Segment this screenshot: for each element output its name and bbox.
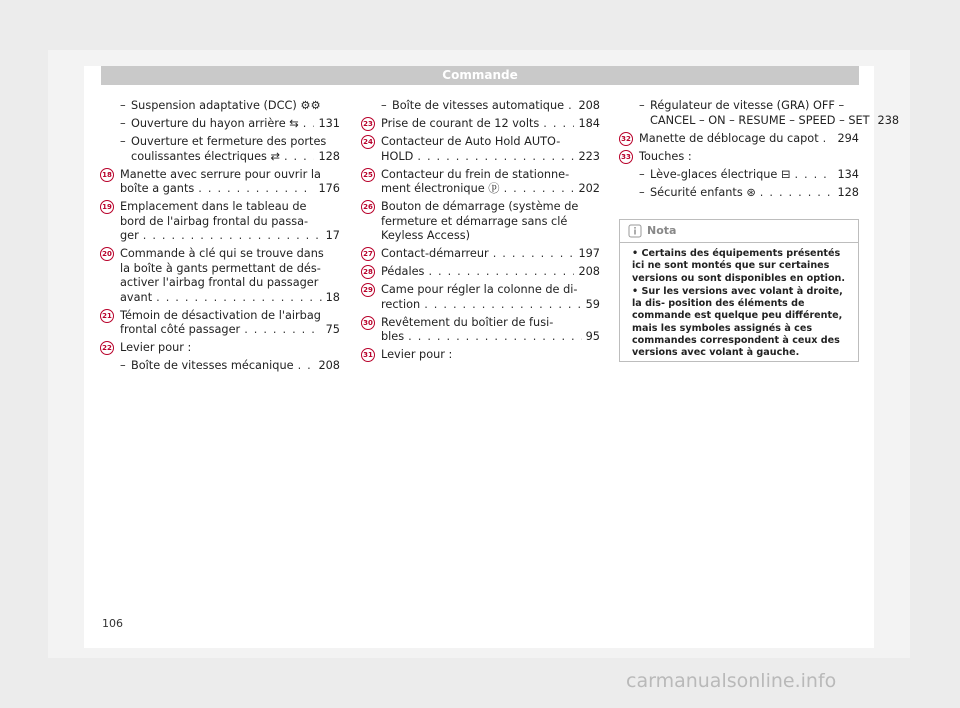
info-icon: [628, 224, 642, 238]
entry-text-line: – Boîte de vitesses mécanique: [131, 359, 294, 372]
watermark: carmanualsonline.info: [626, 670, 837, 692]
index-subentry: [381, 99, 600, 114]
index-entry-29: [363, 283, 600, 312]
note-box: [619, 219, 859, 362]
callout-number-badge: 27: [361, 247, 375, 261]
entry-text-line: – Ouverture du hayon arrière ⇆: [131, 117, 299, 130]
index-entry-30: [363, 315, 600, 345]
entry-text-line: rection: [381, 297, 421, 311]
leader-dots: [428, 265, 574, 280]
entry-text-line: Manette de déblocage du capot: [639, 131, 819, 145]
entry-text-line: – Boîte de vitesses automatique: [392, 99, 565, 112]
page-reference[interactable]: 184: [578, 117, 600, 130]
leader-dots: [244, 323, 321, 338]
entry-text-line: fermeture et démarrage sans clé: [381, 214, 568, 228]
entry-text-line: bord de l'airbag frontal du passa-: [120, 214, 309, 228]
leader-dots: [794, 168, 833, 183]
entry-text-line: boîte a gants: [120, 182, 195, 195]
index-subentry: [639, 168, 859, 183]
callout-number-badge: 22: [100, 341, 114, 355]
column-2: [363, 99, 600, 366]
entry-text-line: Touches :: [639, 149, 692, 163]
leader-dots: [417, 150, 574, 165]
page-reference[interactable]: 197: [578, 247, 600, 260]
page-reference[interactable]: 17: [325, 229, 340, 242]
index-entry-25: [363, 167, 600, 197]
callout-number-badge: 23: [361, 117, 375, 131]
callout-number-badge: 31: [361, 348, 375, 362]
index-entry-22: [102, 341, 340, 356]
page-reference[interactable]: 128: [318, 149, 340, 163]
entry-text-line: avant: [120, 290, 153, 304]
index-entry-21: [102, 308, 340, 338]
leader-dots: [493, 247, 575, 262]
callout-number-badge: 29: [361, 283, 375, 297]
callout-number-badge: 19: [100, 200, 114, 214]
page-reference[interactable]: 18: [325, 290, 340, 304]
entry-text-line: activer l'airbag frontal du passager: [120, 276, 319, 289]
leader-dots: [424, 298, 581, 313]
page-reference[interactable]: 202: [578, 182, 600, 195]
entry-text-line: Emplacement dans le tableau de: [120, 200, 307, 213]
note-title: Nota: [647, 224, 677, 237]
index-entry-23: [363, 117, 600, 132]
leader-dots: [284, 150, 314, 165]
callout-number-badge: 21: [100, 309, 114, 323]
page-reference[interactable]: 134: [837, 167, 859, 181]
entry-text-line: coulissantes électriques ⇄: [131, 149, 280, 163]
index-entry-19: [102, 200, 340, 244]
leader-dots: [156, 291, 322, 306]
leader-dots: [823, 132, 834, 147]
page-reference[interactable]: 208: [578, 265, 600, 278]
page-reference[interactable]: 75: [325, 323, 340, 336]
index-subentry: [120, 135, 340, 164]
entry-text-line: Bouton de démarrage (système de: [381, 200, 579, 213]
index-entry-20: [102, 247, 340, 305]
page-reference[interactable]: 223: [578, 149, 600, 163]
index-subentry: [639, 99, 900, 128]
note-item: • Certains des équipements présentés ici ne sont montés que sur certaines versions ou sont disponibles en option.: [632, 248, 846, 284]
entry-text-line: – Sécurité enfants ⊛: [650, 185, 756, 199]
entry-text-line: – Lève-glaces électrique ⊟: [650, 167, 791, 181]
entry-text-line: frontal côté passager: [120, 323, 241, 336]
leader-dots: [303, 117, 315, 132]
index-entry-28: [363, 265, 600, 280]
page-reference[interactable]: 128: [837, 185, 859, 199]
leader-dots: [298, 359, 315, 374]
leader-dots: [504, 182, 575, 197]
page-reference[interactable]: 294: [837, 131, 859, 145]
leader-dots: [198, 182, 314, 197]
entry-text-line: Contact-démarreur: [381, 247, 489, 260]
page-reference[interactable]: 238: [877, 113, 900, 127]
leader-dots: [568, 99, 574, 114]
entry-text-line: Revêtement du boîtier de fusi-: [381, 315, 554, 329]
index-entry-24: [363, 135, 600, 164]
entry-text-line: Levier pour :: [120, 341, 192, 354]
page-reference[interactable]: 176: [318, 182, 340, 195]
section-header: Commande: [101, 66, 859, 85]
leader-dots: [543, 117, 574, 132]
page-number: 106: [102, 617, 123, 630]
entry-text-line: Levier pour :: [381, 348, 453, 361]
index-subentry: [639, 186, 859, 201]
page-reference[interactable]: 95: [585, 330, 600, 343]
index-subentry: [120, 359, 340, 374]
callout-number-badge: 18: [100, 168, 114, 182]
entry-text-line: ment électronique ⓟ: [381, 182, 500, 195]
page-reference[interactable]: 59: [585, 297, 600, 311]
page-reference[interactable]: 208: [578, 99, 600, 112]
index-entry-26: [363, 200, 600, 244]
callout-number-badge: 24: [361, 135, 375, 149]
index-entry-31: [363, 348, 600, 363]
entry-text-line: ger: [120, 229, 139, 242]
entry-text-line: Pédales: [381, 265, 425, 278]
entry-text-line: Keyless Access): [381, 229, 471, 242]
index-subentry: [120, 99, 340, 114]
entry-text-line: – Ouverture et fermeture des portes: [131, 135, 327, 148]
entry-text-line: la boîte à gants permettant de dés-: [120, 261, 321, 275]
entry-text-line: bles: [381, 330, 405, 343]
leader-dots: [143, 229, 322, 244]
entry-text-line: Contacteur du frein de stationne-: [381, 167, 570, 181]
index-subentry: [120, 117, 340, 132]
callout-number-badge: 20: [100, 247, 114, 261]
entry-text-line: Contacteur de Auto Hold AUTO-: [381, 135, 561, 148]
entry-text-line: Commande à clé qui se trouve dans: [120, 247, 324, 260]
note-header: [620, 220, 858, 243]
index-entry-27: [363, 247, 600, 262]
page-reference[interactable]: 208: [318, 359, 340, 372]
index-entry-18: [102, 167, 340, 197]
entry-text-line: Témoin de désactivation de l'airbag: [120, 308, 321, 322]
entry-text-line: – Régulateur de vitesse (GRA) OFF –: [650, 99, 845, 112]
entry-text-line: Manette avec serrure pour ouvrir la: [120, 167, 321, 181]
leader-dots: [408, 330, 581, 345]
callout-number-badge: 32: [619, 132, 633, 146]
callout-number-badge: 33: [619, 150, 633, 164]
callout-number-badge: 25: [361, 168, 375, 182]
leader-dots: [760, 186, 834, 201]
column-3: [621, 99, 900, 204]
note-body: [620, 243, 858, 360]
entry-text-line: Came pour régler la colonne de di-: [381, 283, 578, 296]
entry-text-line: HOLD: [381, 149, 414, 163]
index-entry-32: [621, 131, 859, 147]
callout-number-badge: 30: [361, 316, 375, 330]
note-item: • Sur les versions avec volant à droite, la dis- position des éléments de commande est quelque peu différente, mais les symboles assignés à ces commandes correspondent à ceux des versions avec volant à gauche.: [632, 285, 843, 359]
entry-text-line: Prise de courant de 12 volts: [381, 117, 540, 130]
entry-text-line: CANCEL – ON – RESUME – SPEED – SET: [650, 113, 870, 127]
index-entry-33: [621, 149, 859, 165]
entry-text-line: – Suspension adaptative (DCC) ⚙⚙: [131, 99, 321, 112]
page-reference[interactable]: 131: [318, 117, 340, 130]
callout-number-badge: 26: [361, 200, 375, 214]
callout-number-badge: 28: [361, 265, 375, 279]
column-1: [102, 99, 340, 377]
